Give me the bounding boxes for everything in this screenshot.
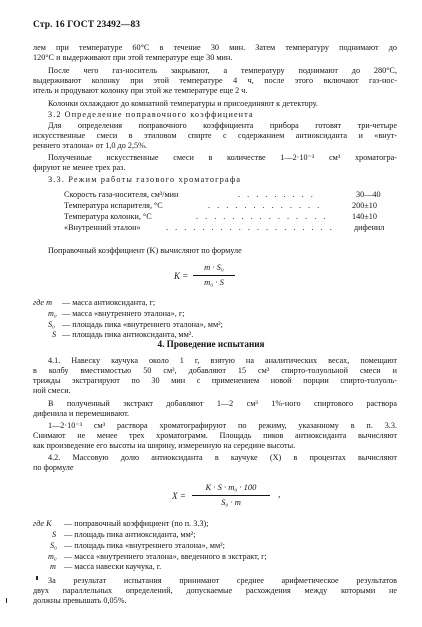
- paragraph-line: После чего газ-носитель закрывают, а температуру поднимают до 280°С,: [48, 66, 397, 75]
- paragraph-line: лем при температуре 60°С в течение 30 мин. Затем температуру поднимают до: [33, 43, 397, 52]
- variable-description: — поправочный коэффициент (по п. 3.3);: [64, 519, 209, 528]
- formula-numerator: K · S · m₀ · 100: [205, 482, 257, 492]
- paragraph-line: должны превышать 0,05%.: [33, 596, 127, 605]
- scan-mark: [36, 576, 38, 580]
- paragraph-line: Снимают не менее трех хроматограмм. Площадь пиков антиоксиданта вычисляют: [33, 431, 397, 440]
- section-heading-4: 4. Проведение испытания: [157, 339, 265, 349]
- paragraph-line: Для определения поправочного коэффициента прибора готовят три-четыре: [48, 121, 397, 130]
- paragraph-line: двух параллельных определений, допускаемые расхождения между которыми не: [33, 586, 397, 595]
- formula-comma: ,: [278, 489, 281, 499]
- variable-symbol: m: [50, 562, 56, 571]
- variable-description: — масса «внутреннего эталона», г;: [62, 309, 185, 318]
- param-label: Температура испарителя, °С: [64, 201, 163, 210]
- paragraph-line: фируют не менее трех раз.: [33, 163, 126, 172]
- paragraph-line: по формуле: [33, 463, 74, 472]
- variable-description: — площадь пика «внутреннего эталона», мм²;: [64, 541, 225, 550]
- param-label: Скорость газа-носителя, см³/мин: [64, 190, 179, 199]
- paragraph-line: Колонки охлаждают до комнатной температуры и присоединяют к детектору.: [48, 99, 318, 108]
- variable-description: — масса навески каучука, г.: [64, 562, 162, 571]
- paragraph-line: 4.1. Навеску каучука около 1 г, взятую на аналитических весах, помещают: [48, 356, 397, 365]
- paragraph-line: 4.2. Массовую долю антиоксиданта в каучуке (X) в процентах вычисляют: [48, 453, 397, 462]
- paragraph-line: реннего эталона» от 1,0 до 2,5%.: [33, 141, 147, 150]
- formula-denominator: S₀ · m: [221, 497, 241, 507]
- formula-lhs: K =: [174, 271, 189, 281]
- leader-dots: . . . . . . . . . . . . . . .: [196, 212, 328, 221]
- paragraph-line: искусственные смеси в этиловом спирте с содержанием антиоксиданта и «внут-: [33, 131, 397, 140]
- param-label: «Внутренний эталон»: [64, 223, 141, 232]
- variable-description: — площадь пика антиоксиданта, мм².: [62, 330, 194, 339]
- param-value: 200±10: [352, 201, 377, 210]
- variable-symbol: где m: [33, 298, 53, 307]
- formula-lhs: X =: [172, 491, 186, 501]
- variable-symbol: S: [52, 330, 57, 339]
- paragraph-line: в колбу вместимостью 50 см³, добавляют 15 см³ спирто-толуольной смеси и: [33, 366, 397, 375]
- paragraph-line: как произведение его высоты на ширину, измеренную на середине высоты.: [33, 441, 296, 450]
- variable-symbol: S: [52, 530, 57, 539]
- param-label: Температура колонки, °С: [64, 212, 152, 221]
- variable-description: — масса «внутреннего эталона», введенного в экстракт, г;: [64, 552, 267, 561]
- leader-dots: . . . . . . . . .: [238, 190, 316, 199]
- paragraph-line: трижды экстрагируют по 30 мин с применением новой порции спирто-толуоль-: [33, 376, 397, 385]
- variable-description: — площадь пика «внутреннего эталона», мм²;: [62, 320, 223, 329]
- paragraph-line: 1—2·10⁻³ см³ раствора хроматографируют по режиму, указанному в п. 3.3.: [48, 421, 397, 430]
- paragraph-line: ной смеси.: [33, 386, 71, 395]
- fraction-bar: [192, 495, 270, 496]
- variable-symbol: S₀: [48, 320, 55, 329]
- paragraph-line: В полученный экстракт добавляют 1—2 см³ 1%-ного спиртового раствора: [48, 399, 397, 408]
- paragraph-line: За результат испытания принимают среднее арифметическое результатов: [48, 576, 397, 585]
- formula-numerator: m · S₀: [204, 262, 224, 272]
- leader-dots: . . . . . . . . . . . . . . . . . . .: [166, 223, 335, 232]
- paragraph-line: выдерживают колонку при этой температуре 4 ч, после этого включают газ-нос-: [33, 76, 397, 85]
- param-value: 30—40: [356, 190, 381, 199]
- variable-symbol: m₀: [48, 552, 57, 561]
- variable-description: — масса антиоксиданта, г;: [62, 298, 156, 307]
- paragraph-line: итель и продувают колонку при этой же температуре еще 2 ч.: [33, 86, 248, 95]
- page-header: Стр. 16 ГОСТ 23492—83: [33, 20, 141, 30]
- variable-description: — площадь пика антиоксиданта, мм²;: [64, 530, 196, 539]
- paragraph-line: дифенила и перемешивают.: [33, 409, 130, 418]
- variable-symbol: S₀: [50, 541, 57, 550]
- param-value: 140±10: [352, 212, 377, 221]
- paragraph-line: Полученные искусственные смеси в количестве 1—2·10⁻³ см³ хроматогра-: [48, 153, 397, 162]
- variable-symbol: где K: [33, 519, 52, 528]
- section-heading-3-2: 3.2 Определение поправочного коэффициента: [48, 110, 254, 119]
- leader-dots: . . . . . . . . . . . . .: [208, 201, 322, 210]
- param-value: дифенил: [354, 223, 385, 232]
- paragraph-line: 120°С и выдерживают при этой температуре еще 30 мин.: [33, 53, 233, 62]
- section-heading-3-3: 3.3. Режим работы газового хроматографа: [48, 175, 242, 184]
- scan-mark: [6, 598, 7, 603]
- paragraph-line: Поправочный коэффициент (K) вычисляют по формуле: [48, 246, 242, 255]
- variable-symbol: m₀: [48, 309, 57, 318]
- fraction-bar: [193, 275, 235, 276]
- formula-denominator: m₀ · S: [204, 277, 224, 287]
